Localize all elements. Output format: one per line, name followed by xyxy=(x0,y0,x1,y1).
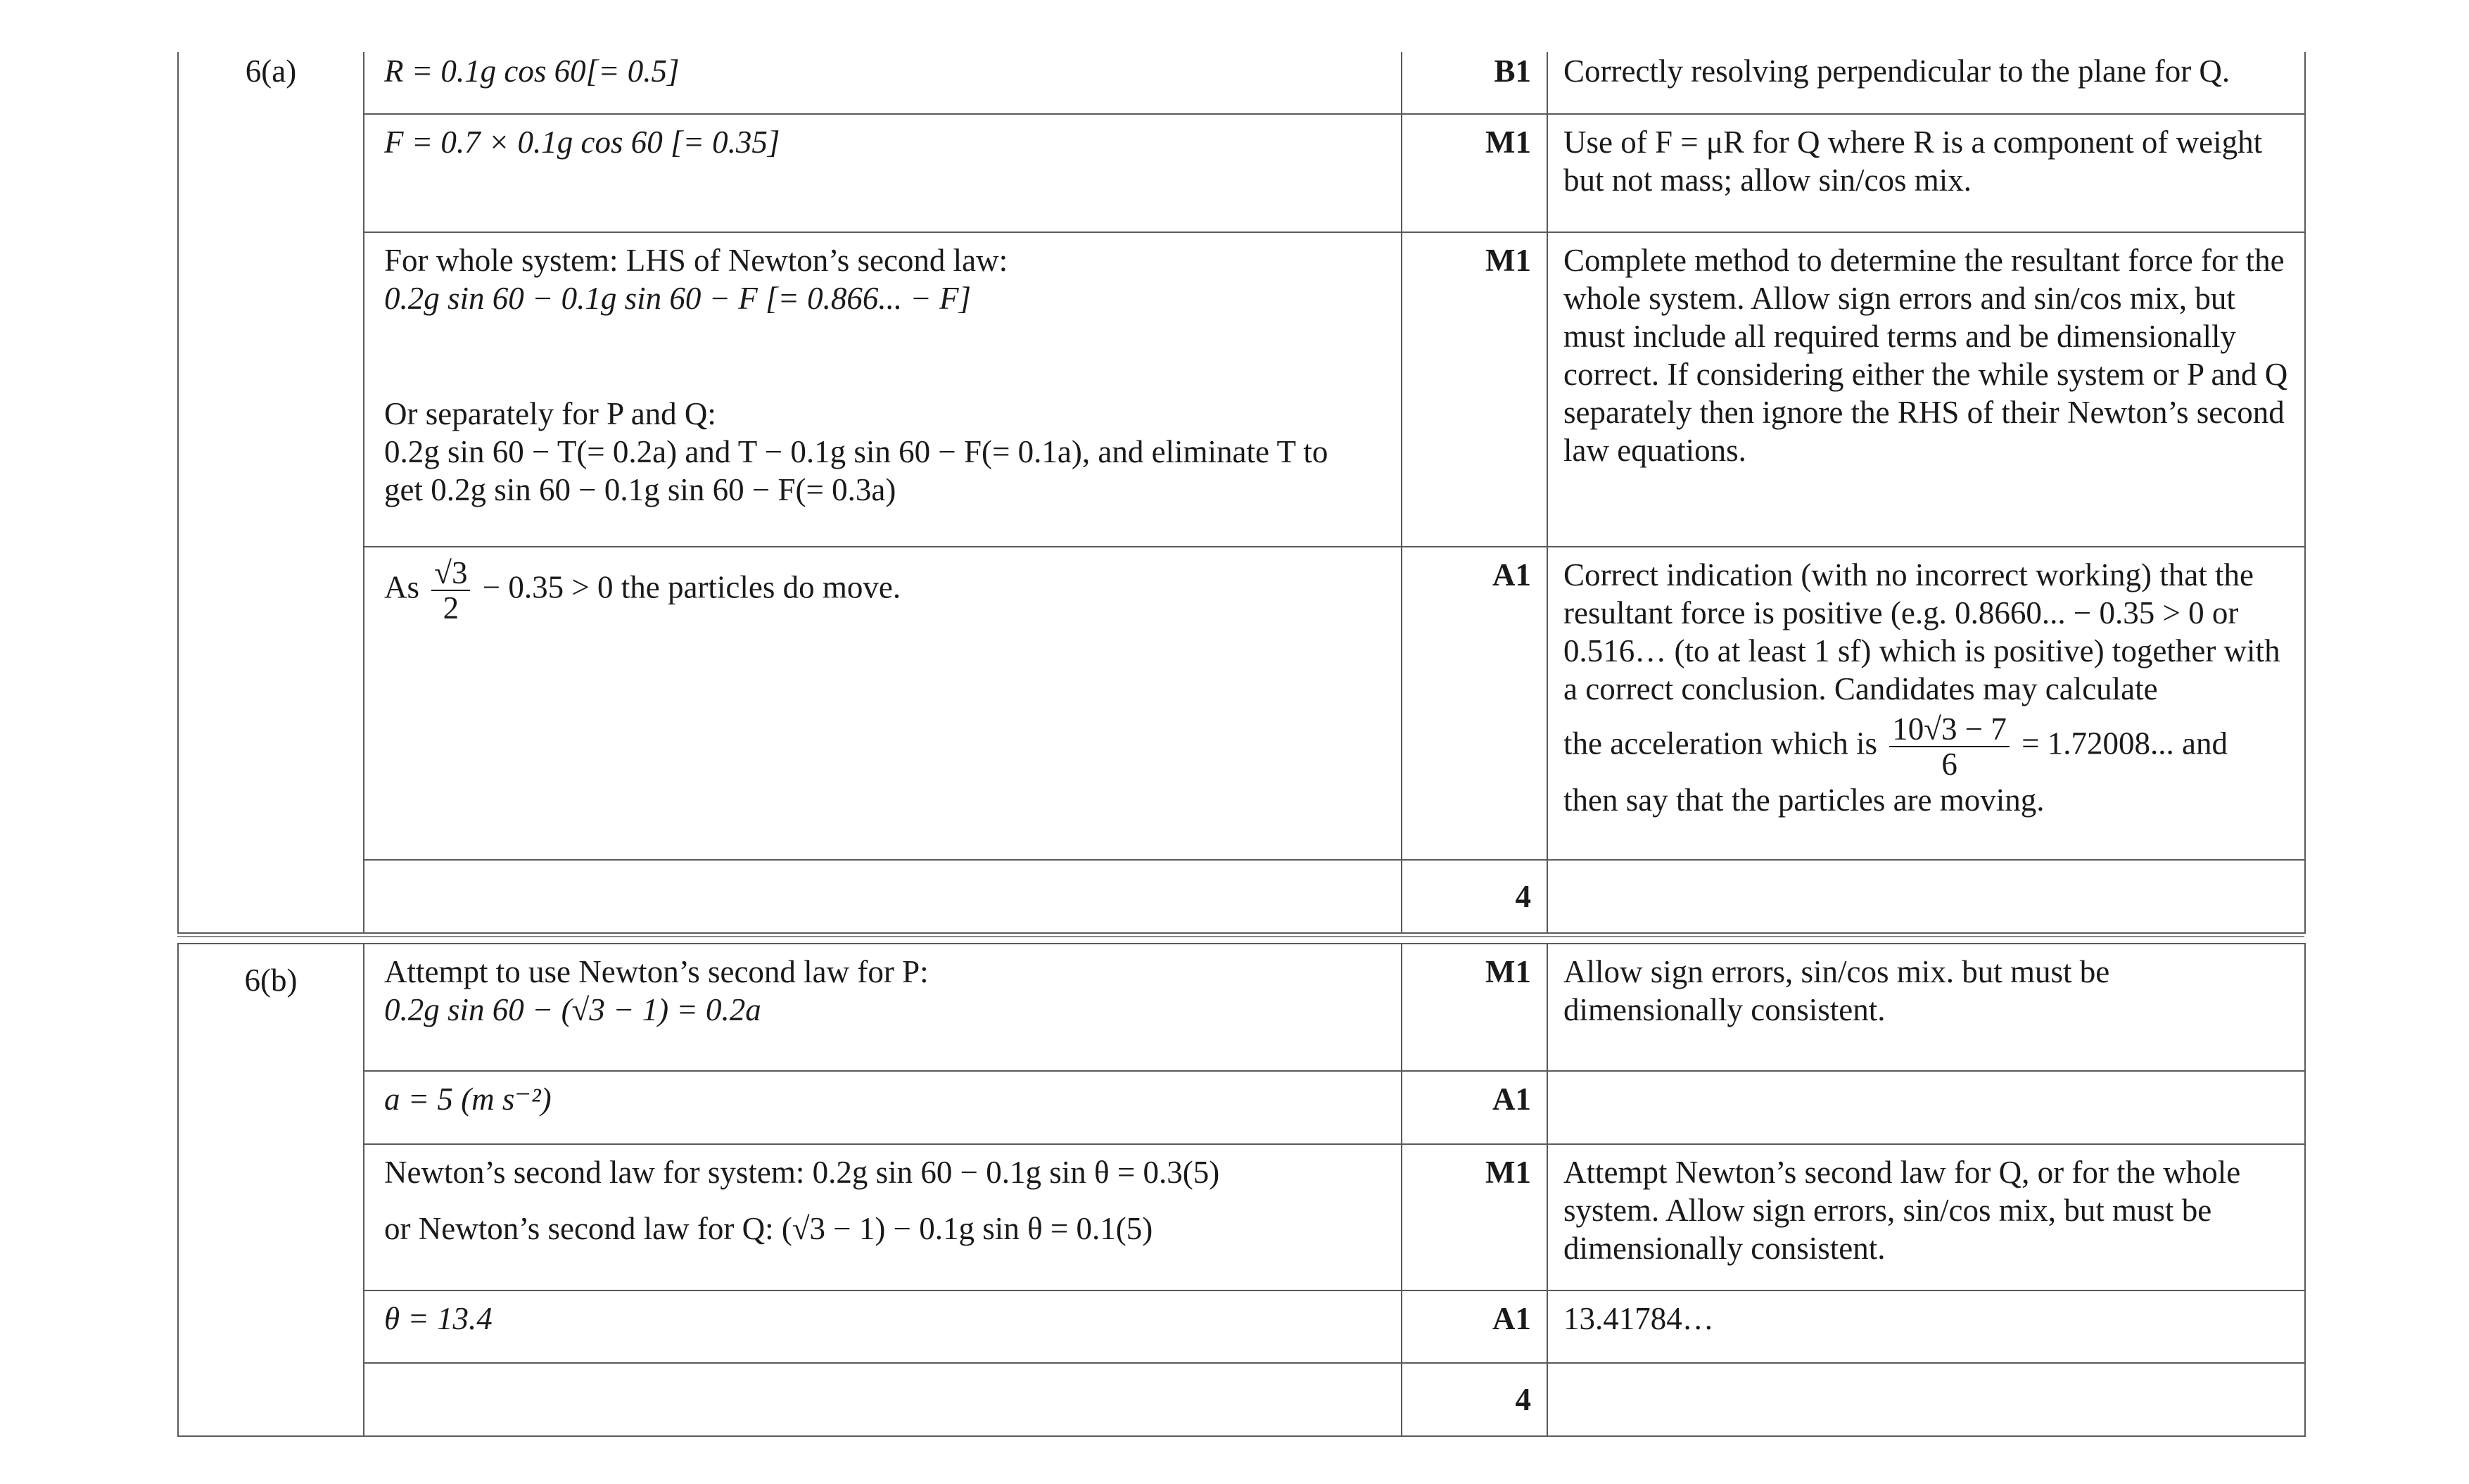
acceleration-fraction xyxy=(1889,712,2010,781)
table-row xyxy=(178,860,2305,933)
mark-code: M1 xyxy=(1402,1144,1547,1290)
guidance-note: Allow sign errors, sin/cos mix. but must be dimensionally consistent. xyxy=(1547,944,2305,1071)
answer-line: F = 0.7 × 0.1g cos 60 [= 0.35] xyxy=(384,125,780,160)
answer-cell xyxy=(364,232,1402,547)
mark-scheme-table-part-b xyxy=(177,943,2306,1437)
answer-line: For whole system: LHS of Newton’s second law: xyxy=(384,243,1008,278)
answer-line: 0.2g sin 60 − (√3 − 1) = 0.2a xyxy=(384,992,761,1027)
acceleration-line xyxy=(1563,712,2289,781)
answer-prefix: As xyxy=(384,569,420,605)
answer-cell xyxy=(364,547,1402,860)
table-row xyxy=(178,114,2305,232)
mark-code: M1 xyxy=(1402,944,1547,1071)
guidance-note xyxy=(1547,860,2305,933)
answer-line: Or separately for P and Q: xyxy=(384,396,716,431)
table-row xyxy=(178,1144,2305,1290)
guidance-text: then say that the particles are moving. xyxy=(1563,782,2045,818)
answer-line: a = 5 (m s⁻²) xyxy=(384,1082,552,1117)
mark-scheme-table-part-a xyxy=(177,52,2306,934)
answer-line: get 0.2g sin 60 − 0.1g sin 60 − F(= 0.3a) xyxy=(384,472,896,507)
mark-code: M1 xyxy=(1402,232,1547,547)
guidance-note xyxy=(1547,1071,2305,1144)
mark-code: A1 xyxy=(1402,1290,1547,1363)
answer-line: Newton’s second law for system: 0.2g sin 60 − 0.1g sin θ = 0.3(5) xyxy=(384,1155,1220,1190)
question-number: 6(b) xyxy=(178,944,364,1436)
table-row xyxy=(178,232,2305,547)
answer-line: θ = 13.4 xyxy=(384,1301,493,1336)
guidance-note xyxy=(1547,1363,2305,1436)
guidance-note xyxy=(1547,547,2305,860)
table-row xyxy=(178,944,2305,1071)
answer-line: 0.2g sin 60 − T(= 0.2a) and T − 0.1g sin 60 − F(= 0.1a), and eliminate T to xyxy=(384,434,1328,469)
guidance-note: Correctly resolving perpendicular to the plane for Q. xyxy=(1547,52,2305,114)
guidance-note: Use of F = μR for Q where R is a component of weight but not mass; allow sin/cos mix. xyxy=(1547,114,2305,232)
question-number: 6(a) xyxy=(178,52,364,933)
answer-cell xyxy=(364,1144,1402,1290)
guidance-note: Complete method to determine the resultant force for the whole system. Allow sign errors and sin/cos mix, but must include all required terms and be dimensionally correct. If considering either the while system or P and Q separately then ignore the RHS of their Newton’s second law equations. xyxy=(1547,232,2305,547)
answer-cell xyxy=(364,1071,1402,1144)
total-marks: 4 xyxy=(1402,1363,1547,1436)
answer-line: 0.2g sin 60 − 0.1g sin 60 − F [= 0.866... − F] xyxy=(384,281,971,316)
mark-code: A1 xyxy=(1402,547,1547,860)
answer-cell xyxy=(364,1363,1402,1436)
mark-code: B1 xyxy=(1402,52,1547,114)
guidance-note: Attempt Newton’s second law for Q, or for the whole system. Allow sign errors, sin/cos mix, but must be dimensionally consistent. xyxy=(1547,1144,2305,1290)
table-row xyxy=(178,1290,2305,1363)
total-marks: 4 xyxy=(1402,860,1547,933)
answer-line: or Newton’s second law for Q: (√3 − 1) − 0.1g sin θ = 0.1(5) xyxy=(384,1211,1153,1246)
spacer xyxy=(384,1191,1385,1210)
mark-code: M1 xyxy=(1402,114,1547,232)
fraction-denominator: 6 xyxy=(1941,747,1957,782)
answer-cell xyxy=(364,860,1402,933)
answer-line: R = 0.1g cos 60[= 0.5] xyxy=(384,53,680,89)
table-row xyxy=(178,1363,2305,1436)
sqrt3-over-2-fraction xyxy=(431,556,470,625)
mark-code: A1 xyxy=(1402,1071,1547,1144)
guidance-text: = 1.72008... and xyxy=(2021,725,2228,761)
fraction-numerator: 10√3 − 7 xyxy=(1889,712,2010,747)
answer-line: Attempt to use Newton’s second law for P: xyxy=(384,954,929,989)
table-row xyxy=(178,547,2305,860)
answer-cell xyxy=(364,1290,1402,1363)
section-divider xyxy=(177,936,2304,937)
guidance-text: the acceleration which is xyxy=(1563,725,1878,761)
answer-suffix: − 0.35 > 0 the particles do move. xyxy=(482,569,901,605)
answer-cell xyxy=(364,52,1402,114)
answer-cell xyxy=(364,944,1402,1071)
spacer xyxy=(384,317,1385,395)
fraction-numerator: √3 xyxy=(431,556,470,591)
table-row xyxy=(178,52,2305,114)
guidance-note: 13.41784… xyxy=(1547,1290,2305,1363)
guidance-text: Correct indication (with no incorrect working) that the resultant force is positive (e.g. 0.8660... − 0.35 > 0 or 0.516… (to at least 1 sf) which is positive) together with a correct conclusion. Candidates may calculate xyxy=(1563,557,2280,706)
answer-cell xyxy=(364,114,1402,232)
table-row xyxy=(178,1071,2305,1144)
fraction-denominator: 2 xyxy=(443,590,459,626)
